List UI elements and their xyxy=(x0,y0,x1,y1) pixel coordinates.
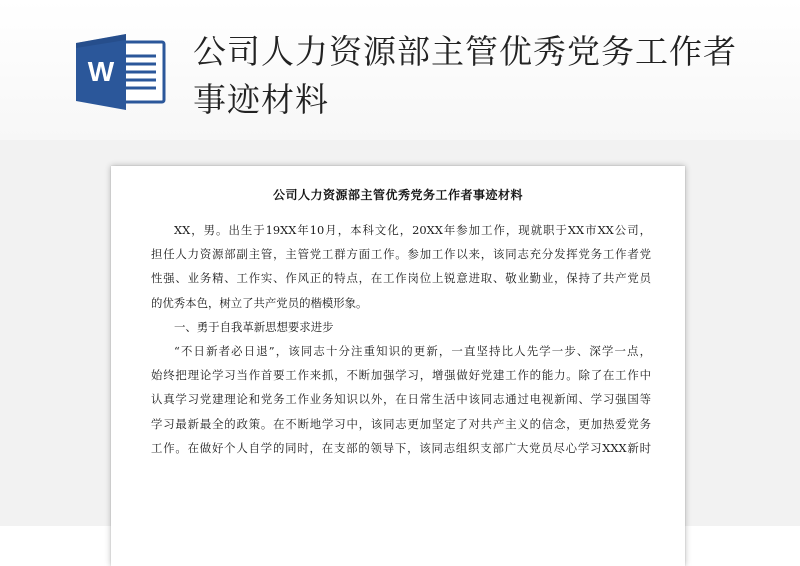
paragraph-line: 学习最新最全的政策。在不断地学习中，该同志更加坚定了对共产主义的信念，更加热爱党务 xyxy=(151,416,651,431)
paragraph-line: 认真学习党建理论和党务工作业务知识以外，在日常生活中该同志通过电视新闻、学习强国等 xyxy=(151,392,651,407)
word-icon-letter: W xyxy=(87,56,115,87)
paragraph-line: “不日新者必日退”，该同志十分注重知识的更新，一直坚持比人先学一步、深学一点， xyxy=(174,343,651,358)
document-title: 公司人力资源部主管优秀党务工作者事迹材料 xyxy=(272,188,523,202)
paragraph-line: 性强、业务精、工作实、作风正的特点，在工作岗位上锐意进取、敬业勤业，保持了共产党员 xyxy=(151,271,651,286)
page-title: 公司人力资源部主管优秀党务工作者事迹材料 xyxy=(193,32,737,119)
paragraph-line: 担任人力资源部副主管，主管党工群方面工作。参加工作以来，该同志充分发挥党务工作者党 xyxy=(151,247,651,262)
document-page xyxy=(111,166,685,566)
paragraph-line: 工作。在做好个人自学的同时，在支部的领导下，该同志组织支部广大党员尽心学习XXX新时 xyxy=(151,440,651,455)
section-heading: 一、勇于自我革新思想要求进步 xyxy=(174,319,334,334)
paragraph-line: 的优秀本色，树立了共产党员的楷模形象。 xyxy=(151,295,368,310)
microsoft-word-icon xyxy=(76,34,168,110)
paragraph-line: 始终把理论学习当作首要工作来抓，不断加强学习，增强做好党建工作的能力。除了在工作中 xyxy=(151,368,651,383)
paragraph-line: XX，男。出生于19XX年10月，本科文化，20XX年参加工作，现就职于XX市XX公司， xyxy=(174,223,651,237)
document-body xyxy=(151,218,651,460)
